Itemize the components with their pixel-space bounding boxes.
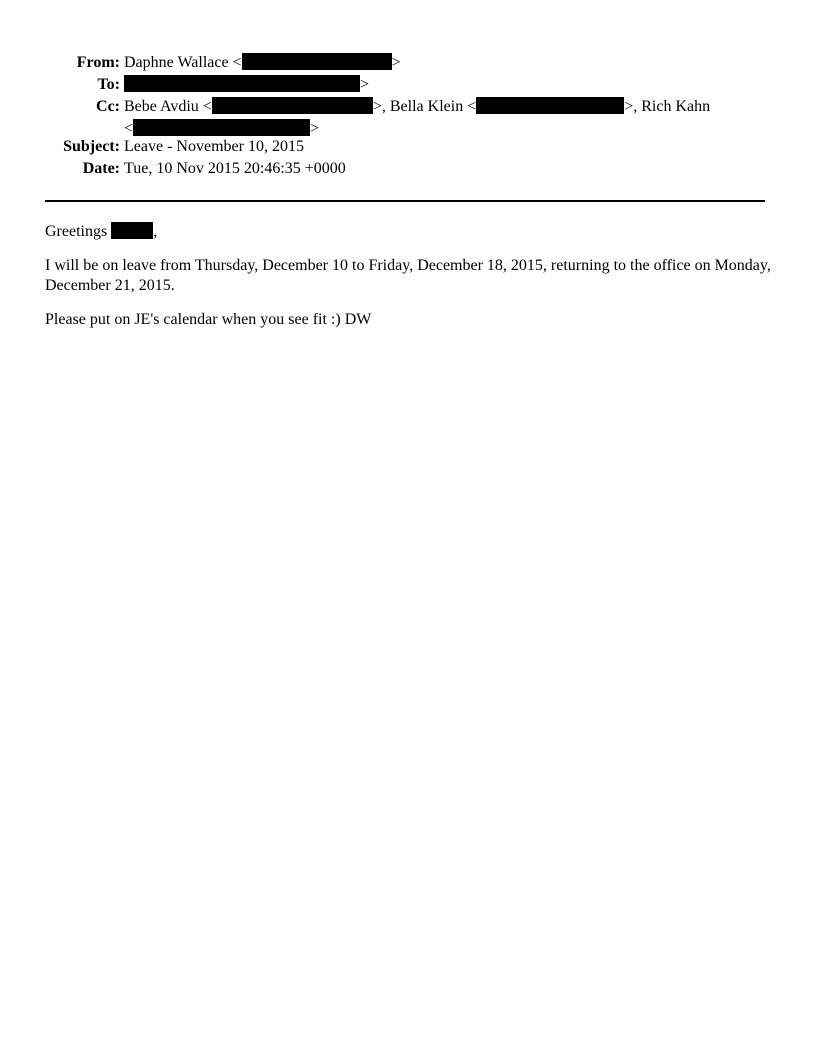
date-row [0,158,816,180]
greeting-line: Greetings , [45,223,158,240]
redaction-box [111,222,153,239]
from-value: Daphne Wallace < > [124,54,401,71]
from-label: From: [76,54,120,71]
from-name: Daphne Wallace [124,54,229,71]
redaction-box [124,75,360,92]
email-header [0,52,816,180]
subject-value: Leave - November 10, 2015 [124,138,304,155]
from-row [0,52,816,74]
cc-value-continued: < > [124,120,320,137]
date-value: Tue, 10 Nov 2015 20:46:35 +0000 [124,160,346,177]
cc-label: Cc: [96,98,120,115]
body-paragraph: Please put on JE's calendar when you see fit :) DW [45,311,372,328]
redaction-box [242,53,392,70]
redaction-box [133,119,310,136]
redaction-box [476,97,624,114]
to-label: To: [97,76,120,93]
greeting-text: Greetings [45,223,108,240]
cc-name: Bebe Avdiu [124,98,199,115]
redaction-box [212,97,373,114]
email-body [45,222,775,344]
date-label: Date: [82,160,120,177]
cc-name: Bella Klein [389,98,464,115]
cc-row [0,96,816,137]
body-paragraph: I will be on leave from Thursday, December 10 to Friday, December 18, 2015, returning to the office on Monday, December 21, 2015. [45,257,771,294]
to-row [0,74,816,96]
cc-value: Bebe Avdiu < >, Bella Klein < >, Rich Kahn [124,98,711,115]
to-value: > [124,74,369,96]
header-divider [45,200,765,202]
subject-row [0,136,816,158]
cc-name: Rich Kahn [641,98,711,115]
subject-label: Subject: [63,138,120,155]
